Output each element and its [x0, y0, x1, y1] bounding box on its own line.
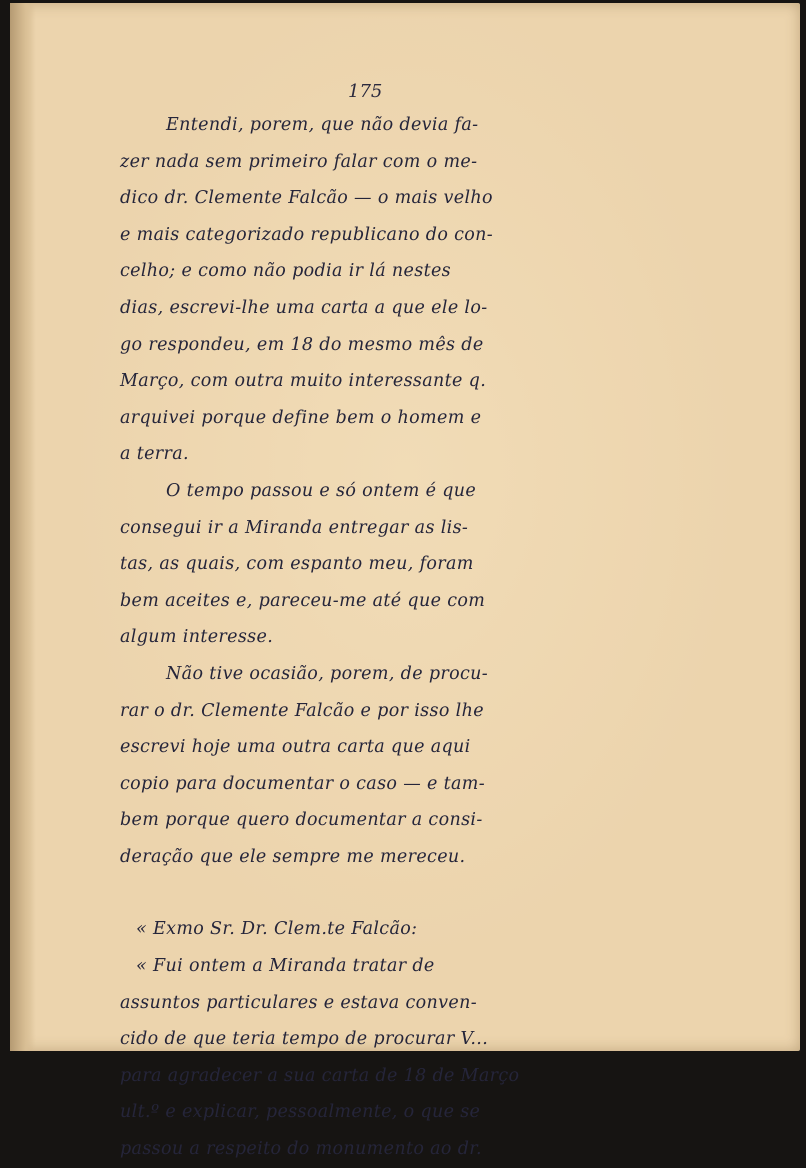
text-line: go respondeu, em 18 do mesmo mês de — [120, 334, 484, 355]
paragraph — [120, 107, 610, 473]
text-line: rar o dr. Clemente Falcão e por isso lhe — [120, 700, 484, 721]
page-number: 175 — [348, 81, 383, 102]
handwritten-text-block — [120, 107, 610, 1168]
text-line: bem porque quero documentar a consi- — [120, 810, 483, 831]
text-line: passou a respeito do monumento ao dr. — [120, 1139, 482, 1160]
paragraph — [120, 473, 610, 656]
text-line: ult.º e explicar, pessoalmente, o que se — [120, 1102, 481, 1123]
text-line: Não tive ocasião, porem, de procu- — [166, 663, 489, 684]
text-line: bem aceites e, pareceu-me até que com — [120, 590, 486, 611]
text-line: e mais categorizado republicano do con- — [120, 224, 494, 245]
text-line: consegui ir a Miranda entregar as lis- — [120, 517, 469, 538]
text-line: cido de que teria tempo de procurar V... — [120, 1029, 489, 1050]
text-line: dias, escrevi-lhe uma carta a que ele lo- — [120, 297, 488, 318]
text-line: O tempo passou e só ontem é que — [166, 480, 477, 501]
text-line: a terra. — [120, 444, 189, 465]
manuscript-page — [10, 3, 800, 1160]
text-line: para agradecer a sua carta de 18 de Março — [120, 1065, 520, 1086]
text-line: celho; e como não podia ir lá nestes — [120, 261, 452, 282]
text-line: copio para documentar o caso — e tam- — [120, 773, 485, 794]
text-line: assuntos particulares e estava conven- — [120, 992, 477, 1013]
text-line: zer nada sem primeiro falar com o me- — [120, 151, 478, 172]
text-line: Entendi, porem, que não devia fa- — [166, 115, 479, 135]
paragraph-spacer — [120, 875, 610, 911]
text-line: « Fui ontem a Miranda tratar de — [136, 956, 435, 977]
text-line: deração que ele sempre me mereceu. — [120, 846, 466, 867]
page-binding-edge — [10, 3, 36, 1051]
text-line: dico dr. Clemente Falcão — o mais velho — [120, 188, 493, 209]
paragraph — [120, 948, 610, 1168]
text-line: algum interesse. — [120, 627, 274, 648]
text-line: « Exmo Sr. Dr. Clem.te Falcão: — [136, 919, 418, 940]
text-line: Março, com outra muito interessante q. — [120, 371, 487, 392]
text-line: escrevi hoje uma outra carta que aqui — [120, 737, 471, 758]
text-line: tas, as quais, com espanto meu, foram — [120, 554, 474, 575]
paragraph — [120, 656, 610, 876]
paragraph — [120, 911, 610, 948]
text-line: arquivei porque define bem o homem e — [120, 407, 482, 428]
